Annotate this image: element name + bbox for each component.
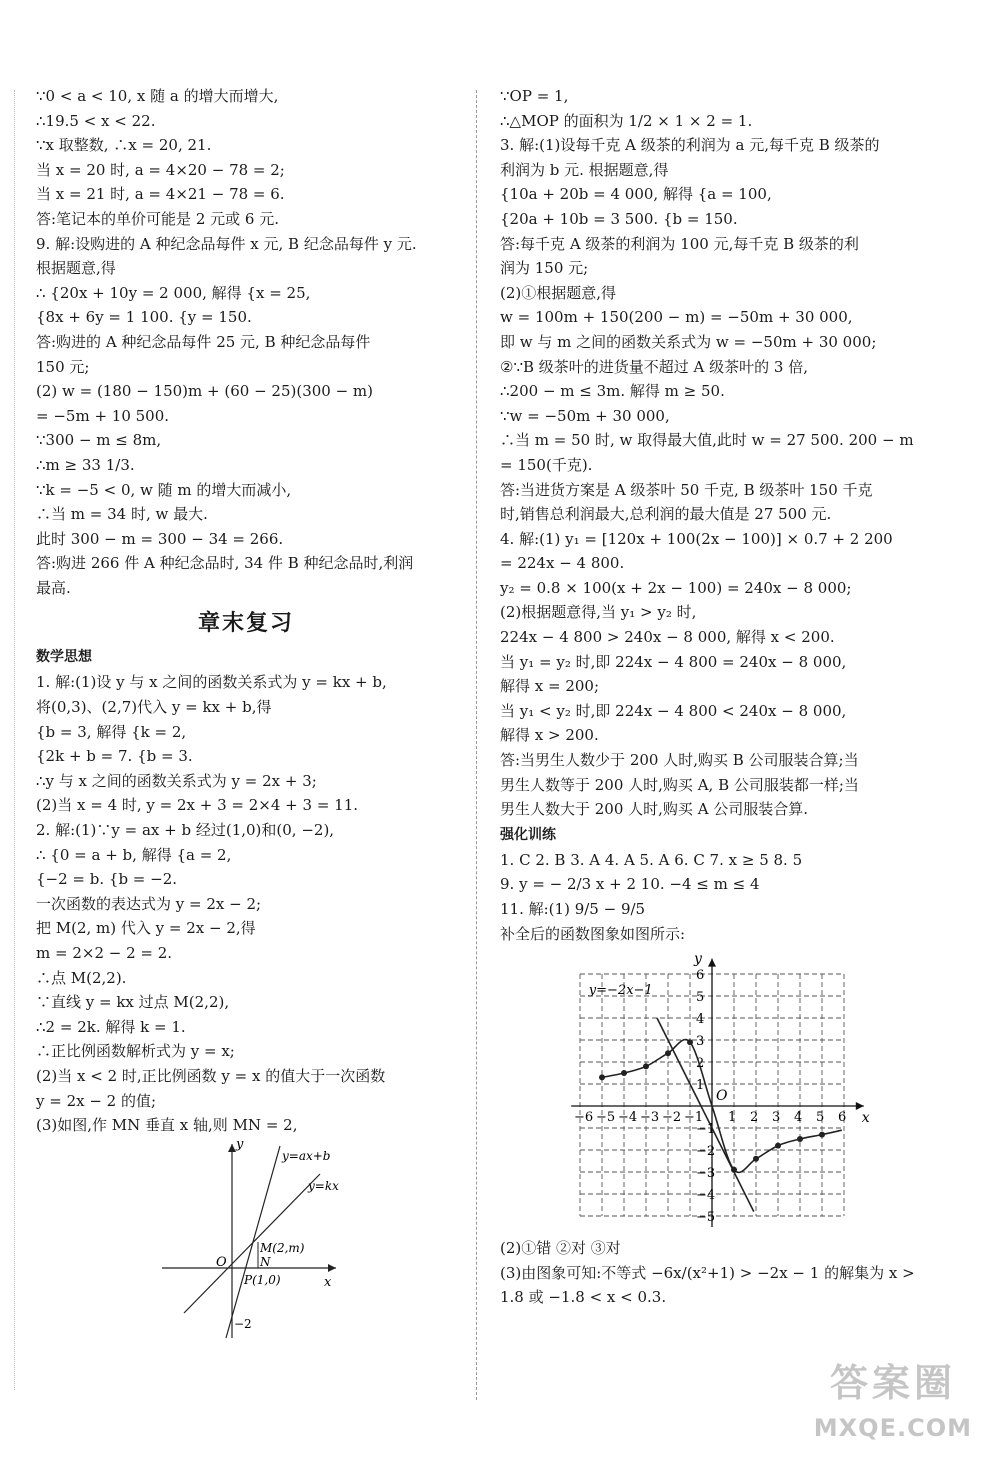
fig2-y-tick-label: 2 bbox=[696, 1056, 705, 1072]
text-line: 答:购进 266 件 A 种纪念品时, 34 件 B 种纪念品时,利润 bbox=[36, 554, 414, 573]
text-line: ∴当 m = 34 时, w 最大. bbox=[36, 505, 208, 524]
text-line: 解得 x > 200. bbox=[500, 726, 599, 745]
fig1-label: x bbox=[324, 1274, 332, 1290]
text-line: (2)①错 ②对 ③对 bbox=[500, 1239, 621, 1258]
fig1-x-arrow bbox=[328, 1264, 336, 1272]
text-line: (2)当 x = 4 时, y = 2x + 3 = 2×4 + 3 = 11. bbox=[36, 796, 359, 815]
left-solution-block-b bbox=[36, 670, 456, 1137]
text-line: {10a + 20b = 4 000, 解得 {a = 100, bbox=[500, 185, 772, 204]
text-line: ∵k = −5 < 0, w 随 m 的增大而减小, bbox=[36, 480, 292, 499]
text-line: 把 M(2, m) 代入 y = 2x − 2,得 bbox=[36, 919, 256, 938]
text-line: 根据题意,得 bbox=[36, 259, 116, 278]
fig2-x-tick-label: −6 bbox=[574, 1110, 594, 1126]
fig1-label: O bbox=[216, 1254, 227, 1270]
fig2-x-tick-label: −5 bbox=[596, 1110, 616, 1126]
text-line: (2)根据题意得,当 y₁ > y₂ 时, bbox=[500, 603, 697, 622]
text-line: 一次函数的表达式为 y = 2x − 2; bbox=[36, 894, 262, 913]
text-line: ∴ {20x + 10y = 2 000, 解得 {x = 25, bbox=[36, 283, 311, 302]
fig2-x-tick-label: 2 bbox=[750, 1110, 759, 1126]
text-line: (2) w = (180 − 150)m + (60 − 25)(300 − m) bbox=[36, 382, 374, 401]
right-solution-block-c bbox=[500, 1236, 920, 1310]
fig2-curve-point bbox=[687, 1039, 693, 1045]
text-line: ∵OP = 1, bbox=[500, 87, 569, 105]
text-line: ∴2 = 2k. 解得 k = 1. bbox=[36, 1017, 186, 1036]
text-line: ∵w = −50m + 30 000, bbox=[500, 406, 670, 425]
section-title: 章末复习 bbox=[197, 611, 294, 637]
watermark-logo-text: 答案圈 bbox=[829, 1361, 956, 1405]
text-line: ∵300 − m ≤ 8m, bbox=[36, 431, 162, 450]
fig2-y-tick-label: 3 bbox=[696, 1034, 705, 1050]
fig1-label: P(1,0) bbox=[244, 1272, 281, 1287]
text-line: 当 x = 21 时, a = 4×21 − 78 = 6. bbox=[36, 185, 285, 204]
text-line: 此时 300 − m = 300 − 34 = 266. bbox=[36, 529, 284, 548]
text-line: 答:每千克 A 级茶的利润为 100 元,每千克 B 级茶的利 bbox=[500, 234, 859, 253]
fig1-label: y=kx bbox=[308, 1178, 339, 1193]
binding-margin bbox=[14, 90, 15, 1390]
text-line: ∴当 m = 50 时, w 取得最大值,此时 w = 27 500. 200 − m bbox=[500, 431, 914, 450]
text-line: ∴19.5 < x < 22. bbox=[36, 111, 156, 130]
fig1-svg bbox=[36, 1138, 456, 1348]
fig2-x-tick-label: −3 bbox=[640, 1110, 660, 1126]
text-line: {20a + 10b = 3 500. {b = 150. bbox=[500, 209, 738, 228]
text-line: {2k + b = 7. {b = 3. bbox=[36, 747, 193, 766]
watermark bbox=[746, 1348, 976, 1448]
text-line: m = 2×2 − 2 = 2. bbox=[36, 944, 173, 962]
text-line: 答:笔记本的单价可能是 2 元或 6 元. bbox=[36, 209, 279, 228]
text-line: 解得 x = 200; bbox=[500, 677, 600, 696]
fig2-curve-point bbox=[621, 1070, 627, 1076]
text-line: ∵直线 y = kx 过点 M(2,2), bbox=[36, 993, 230, 1012]
fig1-label: N bbox=[260, 1254, 271, 1269]
text-line: 9. y = − 2/3 x + 2 10. −4 ≤ m ≤ 4 bbox=[500, 875, 760, 894]
text-line: ②∵B 级茶叶的进货量不超过 A 级茶叶的 3 倍, bbox=[500, 357, 808, 376]
text-line: = 150(千克). bbox=[500, 455, 593, 474]
fig2-axis-label-x: x bbox=[861, 1110, 870, 1127]
text-line: 9. 解:设购进的 A 种纪念品每件 x 元, B 纪念品每件 y 元. bbox=[36, 234, 417, 253]
fig2-y-tick-label: −5 bbox=[696, 1210, 716, 1226]
fig2-x-tick-label: 4 bbox=[794, 1110, 803, 1126]
text-line: 1. 解:(1)设 y 与 x 之间的函数关系式为 y = kx + b, bbox=[36, 673, 387, 692]
fig2-x-arrow bbox=[856, 1102, 864, 1110]
text-line: 利润为 b 元. 根据题意,得 bbox=[500, 160, 669, 179]
fig2-curve-point bbox=[665, 1050, 671, 1056]
text-line: ∴ {0 = a + b, 解得 {a = 2, bbox=[36, 845, 232, 864]
fig1-label: y=ax+b bbox=[282, 1148, 331, 1163]
fig1-label: −2 bbox=[234, 1316, 252, 1331]
right-solution-block-b bbox=[500, 848, 920, 946]
text-line: ∴m ≥ 33 1/3. bbox=[36, 455, 135, 474]
fig1-label: y bbox=[236, 1137, 244, 1152]
fig2-y-tick-label: 6 bbox=[696, 968, 705, 984]
text-line: y₂ = 0.8 × 100(x + 2x − 100) = 240x − 8 000; bbox=[500, 578, 852, 597]
text-line: 男生人数大于 200 人时,购买 A 公司服装合算. bbox=[500, 800, 809, 819]
text-line: 当 y₁ < y₂ 时,即 224x − 4 800 < 240x − 8 000, bbox=[500, 701, 847, 720]
text-line: (3)如图,作 MN 垂直 x 轴,则 MN = 2, bbox=[36, 1116, 298, 1135]
text-line: {b = 3, 解得 {k = 2, bbox=[36, 722, 187, 741]
text-line: ∴y 与 x 之间的函数关系式为 y = 2x + 3; bbox=[36, 771, 317, 790]
fig2-x-tick-label: 3 bbox=[772, 1110, 781, 1126]
text-line: {8x + 6y = 1 100. {y = 150. bbox=[36, 308, 252, 327]
text-line: 2. 解:(1)∵y = ax + b 经过(1,0)和(0, −2), bbox=[36, 821, 335, 840]
left-solution-block-a bbox=[36, 84, 456, 600]
text-line: 即 w 与 m 之间的函数关系式为 w = −50m + 30 000; bbox=[500, 332, 877, 351]
fig2-curve-point bbox=[599, 1075, 605, 1081]
fig2-curve-point bbox=[775, 1143, 781, 1149]
text-line: = 224x − 4 800. bbox=[500, 554, 625, 573]
fig2-curve-point bbox=[753, 1156, 759, 1162]
text-line: 当 y₁ = y₂ 时,即 224x − 4 800 = 240x − 8 000, bbox=[500, 652, 847, 671]
figure-linear-functions bbox=[36, 1138, 456, 1348]
fig2-y-tick-label: −1 bbox=[696, 1122, 716, 1138]
fig2-x-tick-label: 6 bbox=[838, 1110, 847, 1126]
text-line: ∴正比例函数解析式为 y = x; bbox=[36, 1042, 235, 1061]
text-line: 当 x = 20 时, a = 4×20 − 78 = 2; bbox=[36, 160, 285, 179]
subsection-heading-training: 强化训练 bbox=[500, 826, 556, 843]
subsection-heading-math-thinking: 数学思想 bbox=[36, 649, 92, 666]
text-line: 答:购进的 A 种纪念品每件 25 元, B 种纪念品每件 bbox=[36, 332, 371, 351]
text-line: ∵0 < a < 10, x 随 a 的增大而增大, bbox=[36, 87, 279, 105]
fig2-y-tick-label: −3 bbox=[696, 1166, 716, 1182]
right-column bbox=[500, 84, 920, 1310]
fig2-x-tick-label: 1 bbox=[728, 1110, 737, 1126]
text-line: {−2 = b. {b = −2. bbox=[36, 870, 178, 889]
fig2-y-tick-label: −4 bbox=[696, 1188, 716, 1204]
text-line: ∵x 取整数, ∴x = 20, 21. bbox=[36, 136, 212, 155]
fig2-x-tick-label: 5 bbox=[816, 1110, 825, 1126]
text-line: 1.8 或 −1.8 < x < 0.3. bbox=[500, 1288, 667, 1307]
fig2-x-tick-label: −4 bbox=[618, 1110, 638, 1126]
fig2-origin-label: O bbox=[716, 1088, 728, 1105]
text-line: = −5m + 10 500. bbox=[36, 406, 170, 425]
fig2-x-tick-label: −1 bbox=[684, 1110, 704, 1126]
text-line: (3)由图象可知:不等式 −6x/(x²+1) > −2x − 1 的解集为 x > bbox=[500, 1263, 915, 1282]
fig2-y-tick-label: −2 bbox=[696, 1144, 716, 1160]
fig2-axis-label-y: y bbox=[694, 951, 702, 968]
fig2-line-label: y=−2x−1 bbox=[588, 982, 653, 998]
text-line: 150 元; bbox=[36, 357, 90, 376]
fig1-label: M(2,m) bbox=[260, 1240, 305, 1255]
text-line: ∴200 − m ≤ 3m. 解得 m ≥ 50. bbox=[500, 382, 725, 401]
text-line: 3. 解:(1)设每千克 A 级茶的利润为 a 元,每千克 B 级茶的 bbox=[500, 136, 880, 155]
text-line: 224x − 4 800 > 240x − 8 000, 解得 x < 200. bbox=[500, 628, 835, 647]
text-line: ∴点 M(2,2). bbox=[36, 968, 127, 987]
fig2-curve-point bbox=[819, 1132, 825, 1138]
text-line: w = 100m + 150(200 − m) = −50m + 30 000, bbox=[500, 308, 853, 327]
column-divider bbox=[476, 90, 477, 1400]
right-solution-block-a bbox=[500, 84, 920, 822]
fig2-curve-point bbox=[643, 1064, 649, 1070]
text-line: 11. 解:(1) 9/5 − 9/5 bbox=[500, 900, 646, 918]
text-line: 答:当进货方案是 A 级茶叶 50 千克, B 级茶叶 150 千克 bbox=[500, 480, 873, 499]
fig2-x-tick-label: −2 bbox=[662, 1110, 682, 1126]
text-line: 4. 解:(1) y₁ = [120x + 100(2x − 100)] × 0.7 + 2 200 bbox=[500, 529, 893, 548]
fig2-y-tick-label: 1 bbox=[696, 1078, 705, 1094]
text-line: 补全后的函数图象如图所示: bbox=[500, 924, 686, 943]
text-line: 最高. bbox=[36, 578, 71, 597]
fig2-curve-point bbox=[797, 1136, 803, 1142]
text-line: 男生人数等于 200 人时,购买 A, B 公司服装都一样;当 bbox=[500, 775, 859, 794]
fig2-curve-point bbox=[731, 1167, 737, 1173]
text-line: 将(0,3)、(2,7)代入 y = kx + b,得 bbox=[36, 698, 272, 717]
text-line: 答:当男生人数少于 200 人时,购买 B 公司服装合算;当 bbox=[500, 751, 859, 770]
text-line: y = 2x − 2 的值; bbox=[36, 1091, 157, 1110]
fig2-y-arrow bbox=[708, 959, 716, 967]
fig2-y-tick-label: 5 bbox=[696, 990, 705, 1006]
left-column bbox=[36, 84, 456, 1348]
text-line: 1. C 2. B 3. A 4. A 5. A 6. C 7. x ≥ 5 8. 5 bbox=[500, 850, 803, 869]
fig1-y-arrow bbox=[228, 1144, 236, 1152]
watermark-url: MXQE.COM bbox=[813, 1414, 972, 1442]
fig2-svg bbox=[500, 946, 920, 1236]
text-line: 润为 150 元; bbox=[500, 259, 589, 278]
text-line: 时,销售总利润最大,总利润的最大值是 27 500 元. bbox=[500, 505, 832, 524]
text-line: (2)当 x < 2 时,正比例函数 y = x 的值大于一次函数 bbox=[36, 1066, 386, 1085]
fig2-y-tick-label: 4 bbox=[696, 1012, 705, 1028]
text-line: (2)①根据题意,得 bbox=[500, 283, 617, 302]
text-line: ∴△MOP 的面积为 1/2 × 1 × 2 = 1. bbox=[500, 111, 753, 130]
figure-function-graph bbox=[500, 946, 920, 1236]
